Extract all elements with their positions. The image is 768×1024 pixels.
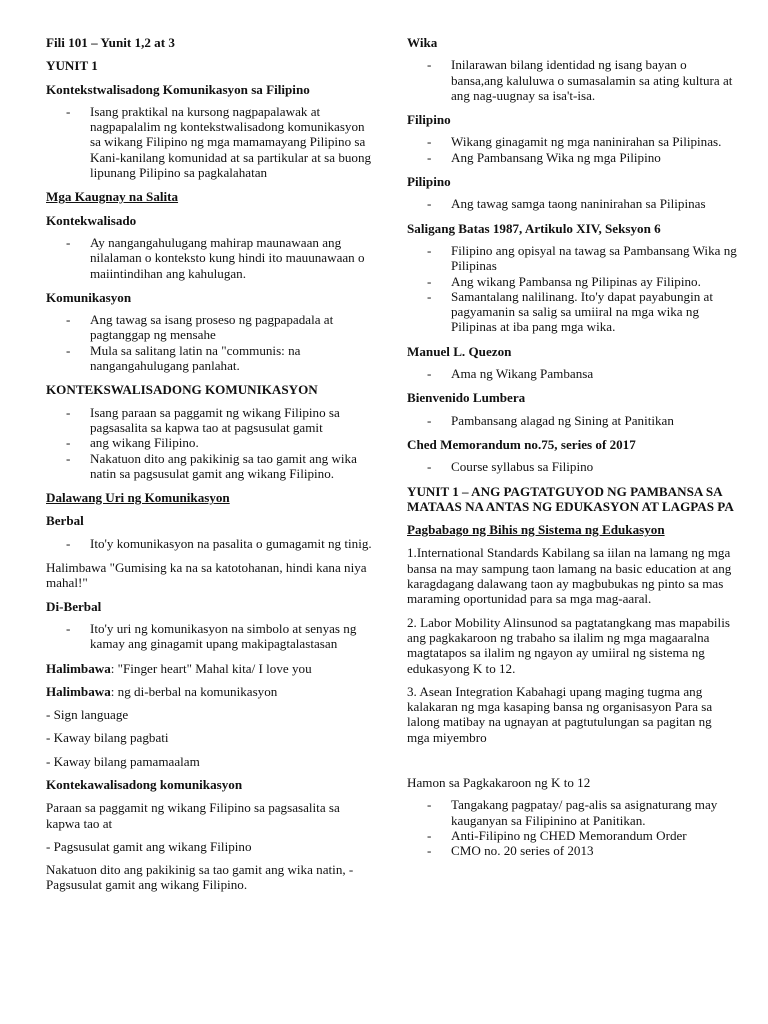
list-item: - Ang tawag sa isang proseso ng pagpapadala at pagtanggap ng mensahe <box>46 312 376 343</box>
halimbawa-finger-heart <box>46 661 376 676</box>
komunikasyon-list <box>46 312 376 373</box>
halimbawa-berbal: Halimbawa "Gumising ka na sa katotohanan, hindi kana niya mahal!" <box>46 560 367 591</box>
kontekwalisado-list <box>46 235 376 281</box>
pilipino-list <box>407 196 737 211</box>
halimbawa-di-berbal <box>46 684 376 699</box>
di-berbal-list <box>46 621 376 652</box>
heading-di-berbal: Di-Berbal <box>46 598 102 614</box>
hamon-list <box>407 797 737 858</box>
heading-dalawang-uri: Dalawang Uri ng Komunikasyon <box>46 490 230 506</box>
subject-list <box>46 104 376 180</box>
heading-filipino: Filipino <box>407 112 451 128</box>
halimbawa-text: : ng di-berbal na komunikasyon <box>110 683 278 699</box>
list-item: - ang wikang Filipino. <box>46 435 376 450</box>
heading-yunit-1: YUNIT 1 <box>46 58 98 74</box>
heading-berbal: Berbal <box>46 513 84 529</box>
kontekswal-list <box>46 405 376 481</box>
heading-bienvenido-lumbera: Bienvenido Lumbera <box>407 390 526 406</box>
left-column <box>46 35 376 901</box>
heading-pilipino: Pilipino <box>407 174 451 190</box>
halimbawa-label: Halimbawa <box>46 660 111 676</box>
paragraph-asean-integration: 3. Asean Integration Kabahagi upang maging tugma ang kalakaran ng mga kasaping bansa ng organisasyon Para sa lalong matibay na ugnayan at pagtutulungan sa pagitan ng mga miyembro <box>407 683 713 745</box>
halimbawa-label: Halimbawa <box>46 683 111 699</box>
example-sign-language: - Sign language <box>46 707 129 723</box>
paragraph-pagsusulat: - Pagsusulat gamit ang wikang Filipino <box>46 838 252 854</box>
list-item: - Inilarawan bilang identidad ng isang bayan o bansa,ang kaluluwa o sumasalamin sa ating kultura at ang nag-uugnay sa isa't-isa. <box>407 57 737 103</box>
heading-subject: Kontekstwalisadong Komunikasyon sa Filipino <box>46 81 310 97</box>
paragraph-paraan: Paraan sa paggamit ng wikang Filipino sa pagsasalita sa kapwa tao at <box>46 800 340 831</box>
list-item: - Anti-Filipino ng CHED Memorandum Order <box>407 828 737 843</box>
list-item: - Filipino ang opisyal na tawag sa Pambansang Wika ng Pilipinas <box>407 243 737 274</box>
heading-hamon: Hamon sa Pagkakaroon ng K to 12 <box>407 774 591 790</box>
list-item: - Nakatuon dito ang pakikinig sa tao gamit ang wika natin sa pagsusulat gamit ang wikang Filipino. <box>46 451 376 482</box>
paragraph-nakatuon: Nakatuon dito ang pakikinig sa tao gamit ang wika natin, - Pagsusulat gamit ang wikang Filipino. <box>46 862 354 893</box>
heading-yunit-1-pagtataguyod: YUNIT 1 – ANG PAGTATGUYOD NG PAMBANSA SA MATAAS NA ANTAS NG EDUKASYON AT LAGPAS PA <box>407 483 734 514</box>
list-item: - Samantalang nalilinang. Ito'y dapat payabungin at pagyamanin sa salig sa umiiral na mga wika ng Pilipinas at iba pang mga wika. <box>407 289 737 335</box>
example-kaway-pamamaalam: - Kaway bilang pamamaalam <box>46 753 200 769</box>
heading-kontekswalisadong-komunikasyon: KONTEKSWALISADONG KOMUNIKASYON <box>46 382 318 398</box>
list-item: - Isang paraan sa paggamit ng wikang Filipino sa pagsasalita sa kapwa tao at pagsusulat gamit <box>46 405 376 436</box>
heading-komunikasyon: Komunikasyon <box>46 289 132 305</box>
heading-saligang-batas: Saligang Batas 1987, Artikulo XIV, Seksyon 6 <box>407 220 661 236</box>
lumbera-list <box>407 413 737 428</box>
list-item: - Ito'y komunikasyon na pasalita o gumagamit ng tinig. <box>46 536 376 551</box>
paragraph-international-standards: 1.International Standards Kabilang sa iilan na lamang ng mga bansa na may sampung taon lamang na basic education at ang karagdagang dalawang taon ay magbubukas ng pinto sa mas maraming oportunidad para sa mga mag-aaral. <box>407 545 732 607</box>
heading-kontekawalisadong-komunikasyon: Kontekawalisadong komunikasyon <box>46 776 243 792</box>
list-item: - Ang wikang Pambansa ng Pilipinas ay Filipino. <box>407 274 737 289</box>
list-item: - Ito'y uri ng komunikasyon na simbolo at senyas ng kamay ang ginagamit upang makipagtalastasan <box>46 621 376 652</box>
list-item: - Ay nangangahulugang mahirap maunawaan ang nilalaman o konteksto kung hindi ito mauunawaan o maiintindihan ang kahulugan. <box>46 235 376 281</box>
example-kaway-pagbati: - Kaway bilang pagbati <box>46 730 169 746</box>
list-item: - Mula sa salitang latin na "communis: na nangangahulugang panlahat. <box>46 343 376 374</box>
saligang-batas-list <box>407 243 737 335</box>
heading-manuel-quezon: Manuel L. Quezon <box>407 343 512 359</box>
ched-list <box>407 459 737 474</box>
list-item: - Ang tawag samga taong naninirahan sa Pilipinas <box>407 196 737 211</box>
quezon-list <box>407 366 737 381</box>
wika-list <box>407 57 737 103</box>
filipino-list <box>407 134 737 165</box>
heading-wika: Wika <box>407 35 438 50</box>
heading-ched-memorandum: Ched Memorandum no.75, series of 2017 <box>407 436 636 452</box>
halimbawa-text: : "Finger heart" Mahal kita/ I love you <box>110 660 312 676</box>
berbal-list <box>46 536 376 551</box>
paragraph-labor-mobility: 2. Labor Mobility Alinsunod sa pagtatangkang mas mapabilis ang pagkakaroon ng trabaho sa ilalim ng mga magaaralna magtatapos sa ilalim ng ngayon ay umiiral ng sistema ng edukasyong K to 12. <box>407 614 730 676</box>
list-item: - Tangakang pagpatay/ pag-alis sa asignaturang may kauganyan sa Filipinino at Panitikan. <box>407 797 737 828</box>
list-item: - Ama ng Wikang Pambansa <box>407 366 737 381</box>
heading-pagbabago: Pagbabago ng Bihis ng Sistema ng Edukasyon <box>407 522 665 538</box>
list-item: - Wikang ginagamit ng mga naninirahan sa Pilipinas. <box>407 134 737 149</box>
list-item: - CMO no. 20 series of 2013 <box>407 843 737 858</box>
list-item: - Isang praktikal na kursong nagpapalawak at nagpapalalim ng kontekstwalisadong komunikasyon sa wikang Filipino ng mga mamamayang Pilipino sa Kani-kanilang komunidad at sa partikular at sa buong lipunang Pilipino sa pagkalahatan <box>46 104 376 180</box>
document-title: Fili 101 – Yunit 1,2 at 3 <box>46 35 175 50</box>
heading-related-words: Mga Kaugnay na Salita <box>46 189 179 205</box>
list-item: - Pambansang alagad ng Sining at Panitikan <box>407 413 737 428</box>
spacer <box>407 753 737 775</box>
list-item: - Course syllabus sa Filipino <box>407 459 737 474</box>
list-item: - Ang Pambansang Wika ng mga Pilipino <box>407 150 737 165</box>
heading-kontekwalisado: Kontekwalisado <box>46 212 137 228</box>
right-column <box>407 35 737 867</box>
